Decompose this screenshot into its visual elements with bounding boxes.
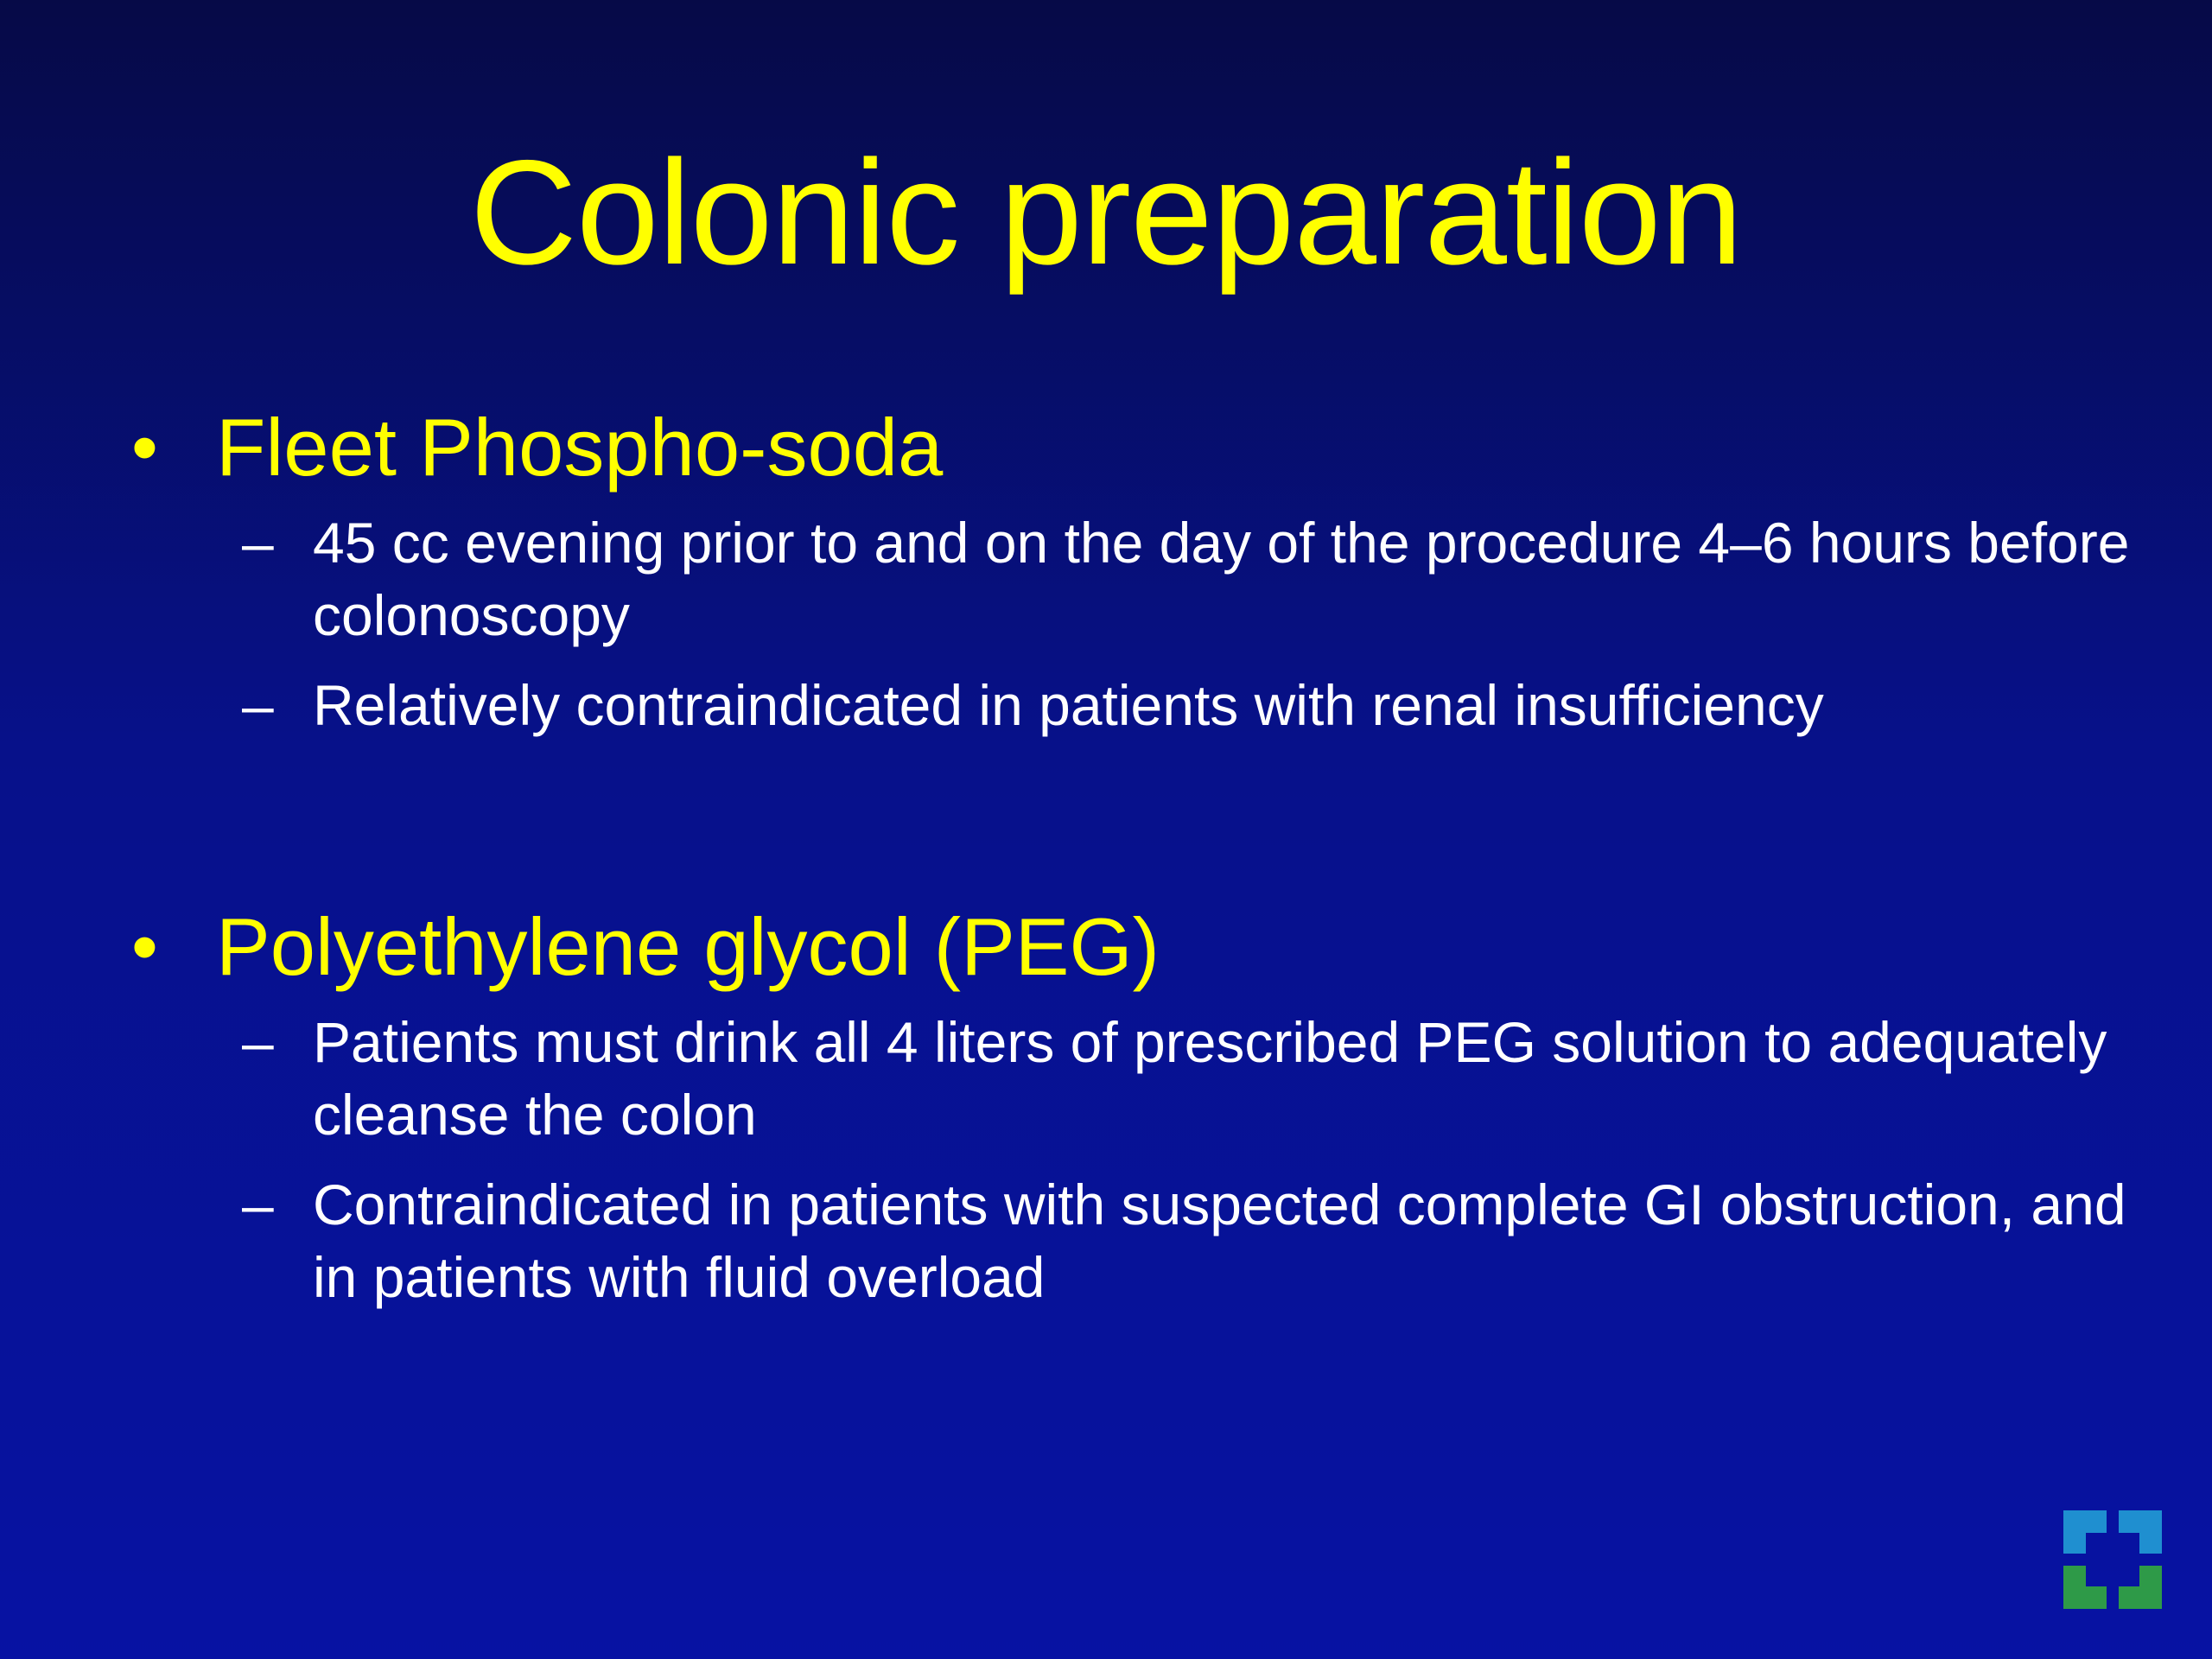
slide-title: Colonic preparation xyxy=(469,130,1743,296)
sub-bullet-list xyxy=(0,1006,2212,1313)
dash-icon: – xyxy=(242,1010,274,1074)
dash-icon: – xyxy=(242,673,274,737)
bullet-heading: Polyethylene glycol (PEG) xyxy=(216,901,1160,992)
sub-bullet-item xyxy=(0,669,2212,741)
dash-icon: – xyxy=(242,511,274,575)
sub-bullet-item xyxy=(0,1168,2212,1313)
cleveland-clinic-logo-icon xyxy=(2062,1509,2164,1611)
sub-bullet-text: Relatively contraindicated in patients with renal insufficiency xyxy=(313,673,1824,737)
sub-bullet-text: Patients must drink all 4 liters of prescribed PEG solution to adequately cleanse the colon xyxy=(313,1010,2107,1147)
sub-bullet-item xyxy=(0,1006,2212,1151)
section-polyethylene-glycol xyxy=(0,895,2212,1313)
sub-bullet-text: 45 cc evening prior to and on the day of the procedure 4–6 hours before colonoscopy xyxy=(313,511,2130,647)
sub-bullet-text: Contraindicated in patients with suspected complete GI obstruction, and in patients with fluid overload xyxy=(313,1173,2126,1309)
sub-bullet-item xyxy=(0,506,2212,652)
sub-bullet-list xyxy=(0,506,2212,741)
bullet-row xyxy=(0,396,2212,499)
bullet-icon: • xyxy=(131,904,158,989)
bullet-heading: Fleet Phospho-soda xyxy=(216,402,944,493)
bullet-row xyxy=(0,895,2212,999)
section-fleet-phospho-soda xyxy=(0,396,2212,741)
bullet-icon: • xyxy=(131,404,158,490)
dash-icon: – xyxy=(242,1173,274,1236)
